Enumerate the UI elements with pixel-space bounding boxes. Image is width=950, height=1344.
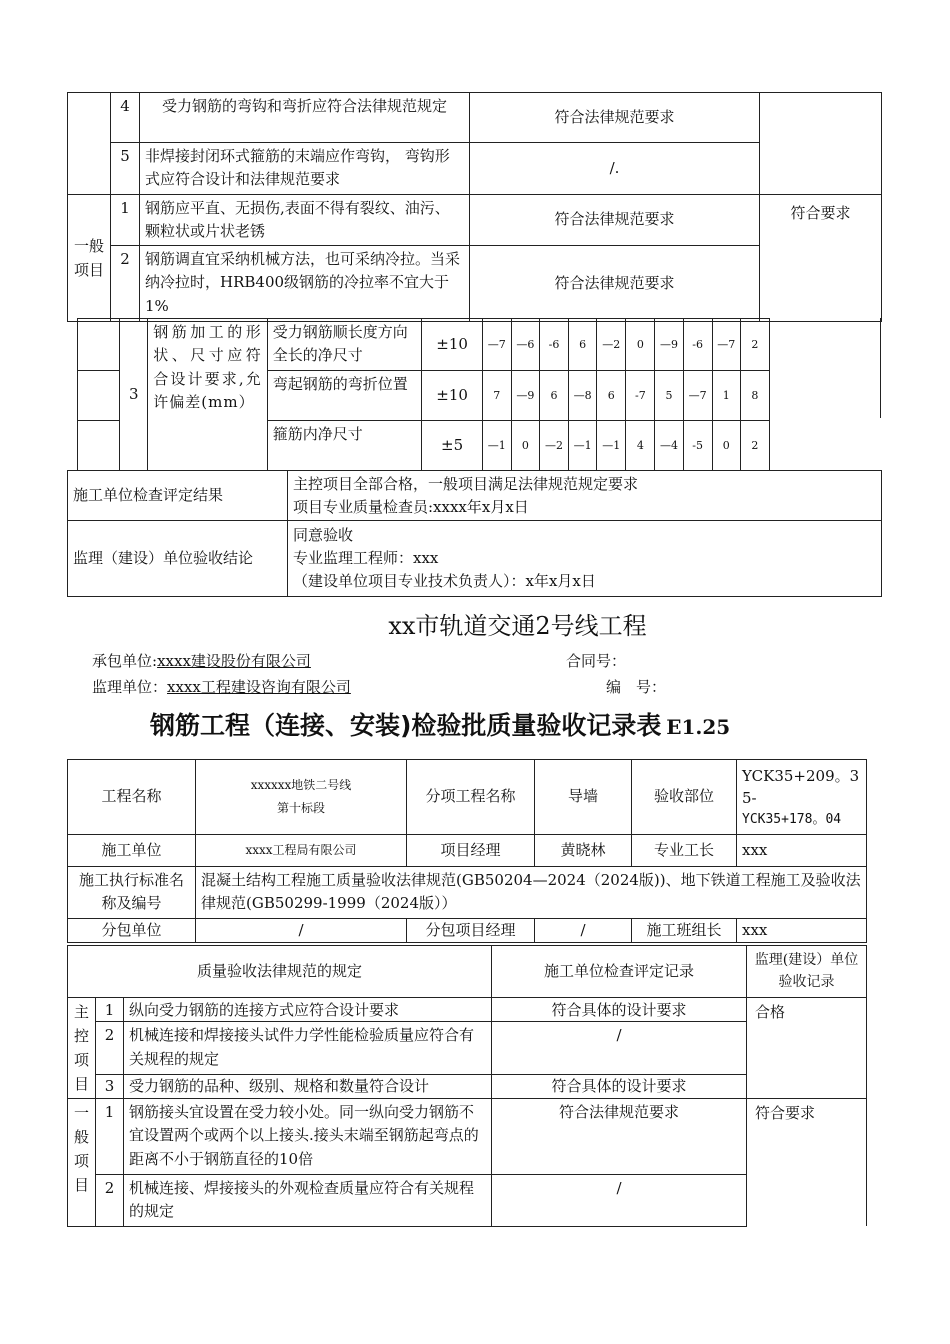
measured-value: 6: [539, 371, 568, 421]
item-number: 2: [111, 246, 140, 322]
foreman-value: xxx: [737, 835, 867, 867]
measured-value: 1: [712, 371, 740, 421]
measured-value: —6: [511, 319, 539, 371]
item-result: 符合法律规范要求: [470, 194, 760, 246]
deviation-row-name: 箍筋内净尺寸: [267, 421, 422, 471]
measured-value: —7: [482, 319, 511, 371]
deviation-row-name: 弯起钢筋的弯折位置: [267, 371, 422, 421]
item-number: 3: [120, 319, 148, 471]
accept-line: （建设单位项目专业技术负责人）：x年x月x日: [293, 572, 596, 591]
contract-number-label: 合同号：: [566, 652, 627, 670]
foreman-label: 专业工长: [632, 835, 737, 867]
measured-value: -5: [683, 421, 712, 471]
supervisor-blank: [760, 93, 882, 195]
measured-value: 4: [626, 421, 655, 471]
supervisor-result: 符合要求: [760, 194, 882, 322]
measured-value: 0: [626, 319, 655, 371]
item-number: 1: [96, 1099, 124, 1175]
item-result: 符合法律规范要求: [470, 246, 760, 322]
measured-value: 0: [712, 421, 740, 471]
measured-value: -6: [683, 319, 712, 371]
blank-cell: [78, 319, 120, 371]
measured-value: 5: [655, 371, 683, 421]
item-number: 4: [111, 93, 140, 143]
check-header: 施工单位检查评定记录: [492, 946, 747, 998]
accept-label: 监理（建设）单位验收结论: [68, 521, 288, 597]
measured-value: —9: [511, 371, 539, 421]
spec-table: [67, 945, 867, 1227]
check-label: 施工单位检查评定结果: [68, 471, 288, 521]
measured-value: 6: [597, 371, 626, 421]
item-number: 1: [96, 998, 124, 1022]
measured-value: —1: [569, 421, 597, 471]
check-line: 主控项目全部合格，一般项目满足法律规范规定要求: [293, 475, 639, 493]
blank-cell: [68, 93, 111, 195]
project-name-label: 工程名称: [68, 760, 196, 835]
sub-pm-label: 分包项目经理: [407, 918, 535, 942]
blank-cell: [78, 371, 120, 421]
team-value: xxx: [737, 918, 867, 942]
contractor-line: [92, 650, 311, 671]
form-code: E1.25: [666, 715, 731, 739]
measured-value: 7: [482, 371, 511, 421]
item-description: 钢筋调直宜采纳机械方法，也可采纳冷拉。当采纳冷拉时，HRB400级钢筋的冷拉率不宜大于1%: [140, 246, 470, 322]
sub-value: /: [196, 918, 407, 942]
part-line: YCK35+209。35-: [742, 766, 860, 808]
measured-value: —9: [655, 319, 683, 371]
project-name-line: 第十标段: [276, 801, 325, 815]
contractor-value: xxxx建设股份有限公司: [157, 652, 311, 670]
item-number: 2: [96, 1022, 124, 1074]
item-description: 机械连接和焊接接头试件力学性能检验质量应符合有关规程的规定: [124, 1022, 492, 1074]
standard-value: 混凝土结构工程施工质量验收法律规范(GB50204—2024（2024版))、地下铁道工程施工及验收法律规范(GB50299-1999（2024版））: [196, 867, 867, 919]
general-items-label: 一般项目: [68, 194, 111, 322]
measured-value: —7: [712, 319, 740, 371]
measured-value: 0: [511, 421, 539, 471]
item-description: 钢筋接头宜设置在受力较小处。同一纵向受力钢筋不宜设置两个或两个以上接头.接头末端至钢筋起弯点的距离不小于钢筋直径的10倍: [124, 1099, 492, 1175]
measured-value: 8: [740, 371, 769, 421]
tolerance: ±10: [422, 371, 482, 421]
measured-value: 6: [569, 319, 597, 371]
item-description: 钢筋应平直、无损伤,表面不得有裂纹、油污、颗粒状或片状老锈: [140, 194, 470, 246]
part-label: 验收部位: [632, 760, 737, 835]
sub-label: 分包单位: [68, 918, 196, 942]
project-name-line: xxxxxx地铁二号线: [250, 778, 352, 793]
team-label: 施工班组长: [632, 918, 737, 942]
table-border-line: [880, 318, 881, 418]
standard-label: 施工执行标准名称及编号: [68, 867, 196, 919]
blank-cell: [78, 421, 120, 471]
measured-value: -7: [626, 371, 655, 421]
check-line: 项目专业质量检查员:xxxx年x月x日: [293, 497, 529, 516]
deviation-table: [77, 318, 770, 471]
item-number: 2: [96, 1175, 124, 1227]
measured-value: 2: [740, 319, 769, 371]
builder-label: 施工单位: [68, 835, 196, 867]
measured-value: -6: [539, 319, 568, 371]
measured-value: —1: [597, 421, 626, 471]
tolerance: ±5: [422, 421, 482, 471]
spec-header: 质量验收法律规范的规定: [68, 946, 492, 998]
item-number: 5: [111, 143, 140, 195]
general-items-label: 一般项目: [68, 1099, 96, 1227]
header-table: [67, 759, 867, 943]
sub-pm-value: /: [535, 918, 632, 942]
form-title: 钢筋工程（连接、安装)检验批质量验收记录表: [150, 711, 662, 740]
general-supervisor-result: 符合要求: [747, 1099, 867, 1227]
item-description: 非焊接封闭环式箍筋的末端应作弯钩， 弯钩形式应符合设计和法律规范要求: [140, 143, 470, 195]
form-title-line: [150, 706, 730, 742]
accept-line: 同意验收: [293, 525, 354, 544]
supervisor-header: 监理(建设）单位验收记录: [747, 946, 867, 998]
accept-line: 专业监理工程师：xxx: [293, 548, 439, 567]
measured-value: —2: [539, 421, 568, 471]
item-result: /.: [470, 143, 760, 195]
item-result: 符合法律规范要求: [470, 93, 760, 143]
measured-value: 2: [740, 421, 769, 471]
builder-value: xxxx工程局有限公司: [196, 835, 407, 867]
subproject-label: 分项工程名称: [407, 760, 535, 835]
subproject-value: 导墙: [535, 760, 632, 835]
measured-value: —4: [655, 421, 683, 471]
main-items-label: 主控项目: [68, 998, 96, 1099]
serial-number-label: 编 号：: [606, 678, 667, 696]
deviation-label: 钢筋加工的形状、尺寸应符合设计要求,允许偏差(mm）: [148, 319, 268, 471]
part-line: YCK35+178。04: [742, 811, 842, 827]
conclusion-table: [67, 470, 882, 597]
supervisor-line: [92, 676, 351, 697]
item-number: 3: [96, 1074, 124, 1098]
item-description: 机械连接、焊接接头的外观检查质量应符合有关规程的规定: [124, 1175, 492, 1227]
supervisor-label: 监理单位：: [92, 678, 168, 696]
item-description: 受力钢筋的弯钩和弯折应符合法律规范规定: [140, 93, 470, 143]
item-result: /: [492, 1022, 747, 1074]
item-description: 纵向受力钢筋的连接方式应符合设计要求: [124, 998, 492, 1022]
supervisor-value: xxxx工程建设咨询有限公司: [167, 678, 351, 696]
measured-value: —8: [569, 371, 597, 421]
deviation-row-name: 受力钢筋顺长度方向全长的净尺寸: [267, 319, 422, 371]
item-number: 1: [111, 194, 140, 246]
inspection-table-continued: [67, 92, 882, 322]
main-supervisor-result: 合格: [747, 998, 867, 1099]
pm-label: 项目经理: [407, 835, 535, 867]
item-description: 受力钢筋的品种、级别、规格和数量符合设计: [124, 1074, 492, 1098]
measured-value: —2: [597, 319, 626, 371]
tolerance: ±10: [422, 319, 482, 371]
contractor-label: 承包单位:: [92, 652, 158, 670]
item-result: /: [492, 1175, 747, 1227]
item-result: 符合法律规范要求: [492, 1099, 747, 1175]
project-title: xx市轨道交通2号线工程: [388, 612, 647, 640]
item-result: 符合具体的设计要求: [492, 1074, 747, 1098]
item-result: 符合具体的设计要求: [492, 998, 747, 1022]
measured-value: —1: [482, 421, 511, 471]
pm-value: 黄晓林: [535, 835, 632, 867]
measured-value: —7: [683, 371, 712, 421]
